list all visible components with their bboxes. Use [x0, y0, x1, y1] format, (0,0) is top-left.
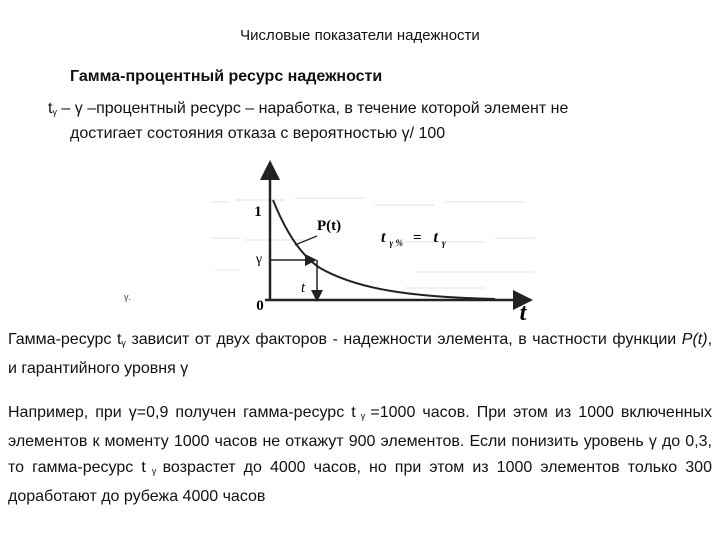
reliability-figure — [195, 160, 560, 325]
paragraph1-c: , и гарантийного уровня γ — [8, 331, 713, 377]
curve-label: P(t) — [317, 218, 342, 234]
formula-eq: = — [412, 230, 422, 246]
formula-rhs-sub: γ — [441, 238, 446, 248]
y-label-zero: 0 — [256, 298, 264, 314]
x-point-label: t — [301, 280, 306, 296]
definition-lead: t — [48, 100, 53, 117]
paragraph1-sub: γ — [121, 338, 126, 348]
y-label-one: 1 — [254, 204, 262, 220]
formula — [381, 229, 446, 250]
paragraph1-a: Гамма-ресурс t — [8, 331, 122, 348]
slide-title: Числовые показатели надежности — [240, 27, 480, 44]
paragraph2-sub2: γ — [145, 466, 163, 476]
paragraph-gamma-resource — [8, 327, 712, 382]
slide-subtitle: Гамма-процентный ресурс надежности — [70, 68, 383, 85]
definition-line1-text: – γ –процентный ресурс – наработка, в течение которой элемент не — [56, 100, 569, 117]
paragraph2-a: Например, при γ=0,9 получен гамма-ресурс t — [8, 404, 356, 421]
definition-line-1 — [48, 100, 568, 118]
formula-lhs-sub: γ % — [389, 238, 403, 248]
definition-line-2: достигает состояния отказа с вероятностью γ/ 100 — [70, 125, 446, 142]
formula-lhs: t — [381, 229, 386, 246]
paragraph-example — [8, 400, 712, 510]
definition-sub: γ — [52, 107, 57, 117]
paragraph1-b: зависит от двух факторов - надежности элемента, в частности функции — [125, 331, 682, 348]
paragraph1-func: P(t) — [681, 331, 708, 348]
paragraph2-b: =1000 часов. При этом из 1000 включенных элементов к моменту 1000 часов не откажут 900 элементов. Если понизить уровень γ до 0,3, то гамма-ресурс t — [8, 404, 712, 476]
x-axis-label: t — [519, 300, 527, 325]
probability-curve — [273, 200, 495, 299]
paragraph2-c: возрастет до 4000 часов, но при этом из 1000 элементов только 300 доработают до рубежа 4000 часов — [8, 459, 712, 505]
paragraph2-sub1: γ — [355, 411, 371, 421]
small-gamma-mark: γ. — [124, 292, 132, 302]
formula-rhs: t — [433, 229, 438, 246]
y-label-gamma: γ — [255, 252, 263, 267]
